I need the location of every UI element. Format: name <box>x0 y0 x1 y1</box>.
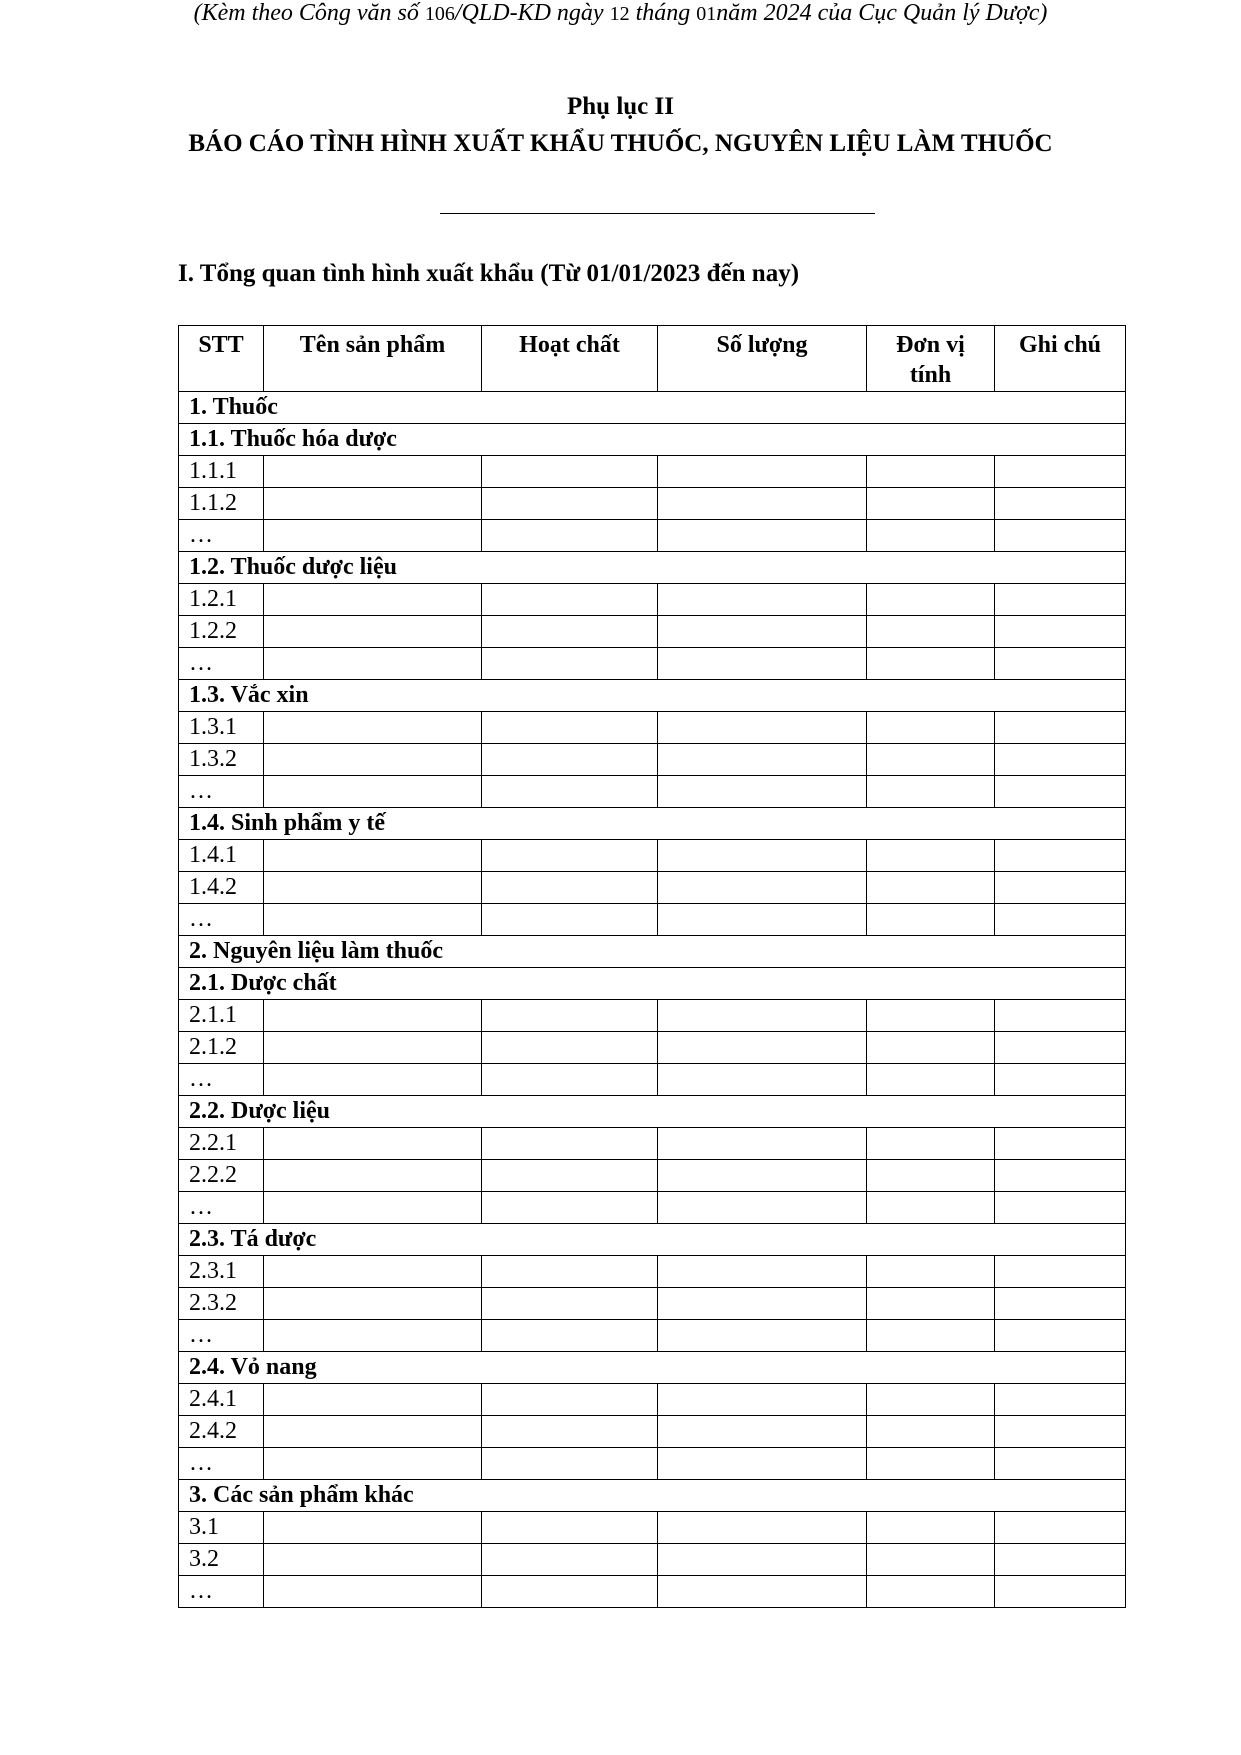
cell-note <box>995 1000 1126 1032</box>
cell-active-ingredient <box>482 1128 658 1160</box>
cell-quantity <box>658 520 867 552</box>
cell-note <box>995 1128 1126 1160</box>
cell-unit <box>867 1512 995 1544</box>
table-group-row <box>179 968 1126 1000</box>
table-row <box>179 456 1126 488</box>
cell-note <box>995 1416 1126 1448</box>
table-row <box>179 1416 1126 1448</box>
table-group-row <box>179 392 1126 424</box>
cell-active-ingredient <box>482 1576 658 1608</box>
cell-stt: … <box>179 776 264 808</box>
table-row <box>179 648 1126 680</box>
cell-stt: 1.3.2 <box>179 744 264 776</box>
cell-stt: 1.4.2 <box>179 872 264 904</box>
cell-note <box>995 456 1126 488</box>
cell-unit <box>867 584 995 616</box>
cell-stt: 2.4.1 <box>179 1384 264 1416</box>
table-group-row <box>179 808 1126 840</box>
group-label: 1.2. Thuốc dược liệu <box>179 552 1126 584</box>
table-row <box>179 872 1126 904</box>
group-label: 2.3. Tá dược <box>179 1224 1126 1256</box>
cell-active-ingredient <box>482 1512 658 1544</box>
cell-stt: … <box>179 904 264 936</box>
cell-product-name <box>264 520 482 552</box>
cell-stt: 2.2.1 <box>179 1128 264 1160</box>
cell-stt: 2.1.2 <box>179 1032 264 1064</box>
cell-active-ingredient <box>482 1384 658 1416</box>
appendix-label: Phụ lục II <box>567 93 674 120</box>
cell-active-ingredient <box>482 1288 658 1320</box>
cell-quantity <box>658 1576 867 1608</box>
cell-quantity <box>658 488 867 520</box>
cell-unit <box>867 520 995 552</box>
cell-quantity <box>658 648 867 680</box>
cell-unit <box>867 1032 995 1064</box>
cell-quantity <box>658 1160 867 1192</box>
cell-active-ingredient <box>482 616 658 648</box>
cell-active-ingredient <box>482 904 658 936</box>
cell-quantity <box>658 1448 867 1480</box>
cell-unit <box>867 776 995 808</box>
cell-product-name <box>264 1288 482 1320</box>
cell-stt: 2.4.2 <box>179 1416 264 1448</box>
cell-active-ingredient <box>482 1032 658 1064</box>
cell-unit <box>867 1192 995 1224</box>
cell-stt: 1.2.1 <box>179 584 264 616</box>
cell-active-ingredient <box>482 1544 658 1576</box>
cell-product-name <box>264 1320 482 1352</box>
table-row <box>179 1160 1126 1192</box>
table-row <box>179 1576 1126 1608</box>
cell-stt: … <box>179 1576 264 1608</box>
cell-product-name <box>264 1064 482 1096</box>
cell-note <box>995 584 1126 616</box>
subtitle-mid2: tháng <box>629 0 697 26</box>
cell-product-name <box>264 1256 482 1288</box>
cell-unit <box>867 840 995 872</box>
group-label: 2.2. Dược liệu <box>179 1096 1126 1128</box>
table-group-row <box>179 1480 1126 1512</box>
cell-quantity <box>658 616 867 648</box>
group-label: 3. Các sản phẩm khác <box>179 1480 1126 1512</box>
cell-quantity <box>658 744 867 776</box>
cell-quantity <box>658 1256 867 1288</box>
cell-active-ingredient <box>482 456 658 488</box>
cell-product-name <box>264 904 482 936</box>
cell-unit <box>867 1320 995 1352</box>
cell-quantity <box>658 1288 867 1320</box>
table-row <box>179 1320 1126 1352</box>
cell-quantity <box>658 1192 867 1224</box>
table-row <box>179 1384 1126 1416</box>
cell-quantity <box>658 584 867 616</box>
cell-unit <box>867 1128 995 1160</box>
group-label: 2.4. Vỏ nang <box>179 1352 1126 1384</box>
section-title: I. Tổng quan tình hình xuất khẩu (Từ 01/01/2023 đến nay) <box>178 260 800 287</box>
cell-product-name <box>264 840 482 872</box>
col-header-unit: Đơn vị tính <box>867 326 995 392</box>
table-row <box>179 1128 1126 1160</box>
cell-stt: 1.1.1 <box>179 456 264 488</box>
cell-unit <box>867 872 995 904</box>
doc-day: 12 <box>609 3 630 25</box>
cell-quantity <box>658 904 867 936</box>
cell-stt: … <box>179 1320 264 1352</box>
cell-note <box>995 840 1126 872</box>
cell-stt: 3.1 <box>179 1512 264 1544</box>
group-label: 2.1. Dược chất <box>179 968 1126 1000</box>
table-group-row <box>179 552 1126 584</box>
cell-active-ingredient <box>482 1160 658 1192</box>
cell-unit <box>867 456 995 488</box>
table-group-row <box>179 1224 1126 1256</box>
cell-stt: 2.2.2 <box>179 1160 264 1192</box>
table-row <box>179 584 1126 616</box>
cell-active-ingredient <box>482 488 658 520</box>
cell-unit <box>867 1064 995 1096</box>
table-row <box>179 1448 1126 1480</box>
cell-product-name <box>264 872 482 904</box>
cell-product-name <box>264 584 482 616</box>
group-label: 1.4. Sinh phẩm y tế <box>179 808 1126 840</box>
subtitle-suffix: năm 2024 của Cục Quản lý Dược) <box>716 0 1048 26</box>
cell-product-name <box>264 1512 482 1544</box>
cell-unit <box>867 1576 995 1608</box>
cell-product-name <box>264 1000 482 1032</box>
cell-note <box>995 1256 1126 1288</box>
cell-product-name <box>264 712 482 744</box>
cell-quantity <box>658 1544 867 1576</box>
table-row <box>179 1544 1126 1576</box>
cell-stt: 2.3.2 <box>179 1288 264 1320</box>
cell-product-name <box>264 456 482 488</box>
cell-active-ingredient <box>482 1192 658 1224</box>
table-group-row <box>179 680 1126 712</box>
table-row <box>179 520 1126 552</box>
cell-quantity <box>658 872 867 904</box>
cell-product-name <box>264 1448 482 1480</box>
report-title: BÁO CÁO TÌNH HÌNH XUẤT KHẨU THUỐC, NGUYÊN LIỆU LÀM THUỐC <box>188 130 1053 157</box>
table-group-row <box>179 1352 1126 1384</box>
table-row <box>179 712 1126 744</box>
cell-stt: 1.4.1 <box>179 840 264 872</box>
table-row <box>179 1256 1126 1288</box>
cell-quantity <box>658 456 867 488</box>
cell-active-ingredient <box>482 840 658 872</box>
doc-month: 01 <box>696 3 717 25</box>
table-header-row <box>179 326 1126 392</box>
cell-product-name <box>264 1128 482 1160</box>
cell-active-ingredient <box>482 1064 658 1096</box>
cell-product-name <box>264 1032 482 1064</box>
col-header-note: Ghi chú <box>995 326 1126 392</box>
table-group-row <box>179 936 1126 968</box>
cell-unit <box>867 1256 995 1288</box>
cell-stt: … <box>179 648 264 680</box>
cell-quantity <box>658 840 867 872</box>
cell-quantity <box>658 1416 867 1448</box>
cell-note <box>995 1192 1126 1224</box>
cell-note <box>995 1064 1126 1096</box>
cell-note <box>995 1160 1126 1192</box>
cell-note <box>995 488 1126 520</box>
subtitle-mid1: /QLD-KD ngày <box>454 0 610 26</box>
group-label: 1. Thuốc <box>179 392 1126 424</box>
cell-product-name <box>264 776 482 808</box>
group-label: 1.1. Thuốc hóa dược <box>179 424 1126 456</box>
table-row <box>179 840 1126 872</box>
doc-number: 106 <box>424 3 455 25</box>
cell-active-ingredient <box>482 1416 658 1448</box>
cell-unit <box>867 712 995 744</box>
cell-quantity <box>658 712 867 744</box>
cell-product-name <box>264 488 482 520</box>
cell-note <box>995 1288 1126 1320</box>
table-row <box>179 744 1126 776</box>
table-row <box>179 1000 1126 1032</box>
cell-stt: 2.1.1 <box>179 1000 264 1032</box>
cell-note <box>995 1544 1126 1576</box>
cell-note <box>995 1032 1126 1064</box>
subtitle-prefix: (Kèm theo Công văn số <box>193 0 425 26</box>
cell-unit <box>867 488 995 520</box>
cell-product-name <box>264 616 482 648</box>
cell-note <box>995 1576 1126 1608</box>
cell-active-ingredient <box>482 776 658 808</box>
cell-stt: … <box>179 1448 264 1480</box>
cell-product-name <box>264 1416 482 1448</box>
cell-note <box>995 616 1126 648</box>
cell-note <box>995 1320 1126 1352</box>
cell-product-name <box>264 1384 482 1416</box>
cell-note <box>995 1512 1126 1544</box>
cell-product-name <box>264 1192 482 1224</box>
cell-note <box>995 872 1126 904</box>
cell-stt: 1.3.1 <box>179 712 264 744</box>
group-label: 1.3. Vắc xin <box>179 680 1126 712</box>
cell-unit <box>867 1544 995 1576</box>
cell-active-ingredient <box>482 1448 658 1480</box>
cell-unit <box>867 616 995 648</box>
cell-unit <box>867 1288 995 1320</box>
cell-active-ingredient <box>482 1256 658 1288</box>
cell-active-ingredient <box>482 744 658 776</box>
table-row <box>179 1032 1126 1064</box>
cell-note <box>995 712 1126 744</box>
cell-product-name <box>264 648 482 680</box>
cell-active-ingredient <box>482 1000 658 1032</box>
cell-note <box>995 904 1126 936</box>
table-row <box>179 488 1126 520</box>
cell-note <box>995 1384 1126 1416</box>
cell-note <box>995 744 1126 776</box>
cell-note <box>995 648 1126 680</box>
cell-active-ingredient <box>482 1320 658 1352</box>
table-row <box>179 1512 1126 1544</box>
cell-unit <box>867 1448 995 1480</box>
col-header-active-ingredient: Hoạt chất <box>482 326 658 392</box>
export-table <box>178 325 1126 1608</box>
cell-quantity <box>658 1128 867 1160</box>
cell-quantity <box>658 1064 867 1096</box>
table-row <box>179 904 1126 936</box>
cell-product-name <box>264 1160 482 1192</box>
cell-unit <box>867 1000 995 1032</box>
cell-product-name <box>264 744 482 776</box>
cell-active-ingredient <box>482 648 658 680</box>
group-label: 2. Nguyên liệu làm thuốc <box>179 936 1126 968</box>
cell-quantity <box>658 1032 867 1064</box>
cell-quantity <box>658 1384 867 1416</box>
cell-unit <box>867 1416 995 1448</box>
cell-product-name <box>264 1544 482 1576</box>
cell-quantity <box>658 1512 867 1544</box>
cell-note <box>995 1448 1126 1480</box>
cell-stt: 1.2.2 <box>179 616 264 648</box>
cell-note <box>995 776 1126 808</box>
cell-unit <box>867 904 995 936</box>
col-header-quantity: Số lượng <box>658 326 867 392</box>
table-row <box>179 776 1126 808</box>
table-row <box>179 1288 1126 1320</box>
table-row <box>179 616 1126 648</box>
cell-product-name <box>264 1576 482 1608</box>
cell-quantity <box>658 776 867 808</box>
cell-active-ingredient <box>482 584 658 616</box>
header-divider <box>440 213 875 214</box>
col-header-product-name: Tên sản phẩm <box>264 326 482 392</box>
cell-stt: 3.2 <box>179 1544 264 1576</box>
cell-active-ingredient <box>482 520 658 552</box>
table-body <box>179 392 1126 1608</box>
table-group-row <box>179 1096 1126 1128</box>
cell-stt: … <box>179 1192 264 1224</box>
cell-active-ingredient <box>482 872 658 904</box>
cell-stt: … <box>179 1064 264 1096</box>
cell-unit <box>867 648 995 680</box>
cell-quantity <box>658 1000 867 1032</box>
table-row <box>179 1192 1126 1224</box>
cell-stt: 2.3.1 <box>179 1256 264 1288</box>
table-group-row <box>179 424 1126 456</box>
cell-stt: 1.1.2 <box>179 488 264 520</box>
report-subtitle <box>0 0 1241 27</box>
cell-unit <box>867 744 995 776</box>
cell-unit <box>867 1160 995 1192</box>
col-header-stt: STT <box>179 326 264 392</box>
cell-stt: … <box>179 520 264 552</box>
cell-unit <box>867 1384 995 1416</box>
cell-active-ingredient <box>482 712 658 744</box>
cell-note <box>995 520 1126 552</box>
table-row <box>179 1064 1126 1096</box>
cell-quantity <box>658 1320 867 1352</box>
